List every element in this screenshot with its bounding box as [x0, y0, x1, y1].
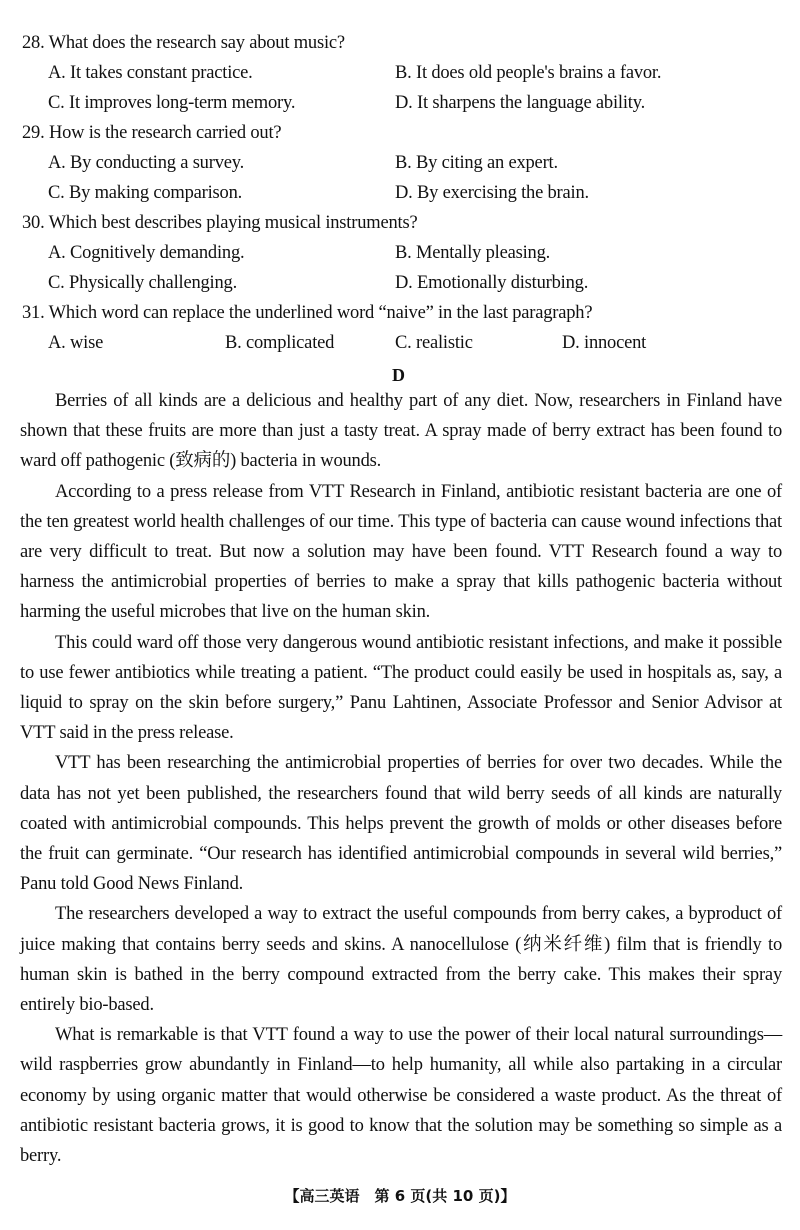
- paragraph-3: This could ward off those very dangerous wound antibiotic resistant infections, and make it possible to use fewer antibiotics while treating a patient. “The product could easily be used in hospitals as, say, a liquid to spray on the skin before surgery,” Panu Lahtinen, Associate Professor and Senior Advisor at VTT said in the press release.: [20, 632, 782, 744]
- question-stem: 29. How is the research carried out?: [22, 123, 282, 143]
- option-c: C. It improves long-term memory.: [48, 93, 296, 113]
- option-d: D. By exercising the brain.: [395, 183, 589, 203]
- page-footer: 【高三英语 第 6 页(共 10 页)】: [284, 1187, 516, 1205]
- reading-passage: [20, 386, 782, 1171]
- options-row: [22, 58, 782, 88]
- option-b: B. It does old people's brains a favor.: [395, 63, 662, 83]
- paragraph-1: Berries of all kinds are a delicious and healthy part of any diet. Now, researchers in Finland have shown that these fruits are more than just a tasty treat. A spray made of berry extract has been found to ward off pathogenic (致病的) bacteria in wounds.: [20, 391, 782, 472]
- options-row: [22, 328, 782, 358]
- option-c: C. realistic: [395, 333, 473, 353]
- options-row: [22, 268, 782, 298]
- question-stem: 28. What does the research say about music?: [22, 33, 345, 53]
- paragraph-2: According to a press release from VTT Research in Finland, antibiotic resistant bacteria are one of the ten greatest world health challenges of our time. This type of bacteria can cause wound infections that are very difficult to treat. But now a solution may have been found. VTT Research found a way to harness the antimicrobial properties of berries to make a spray that kills pathogenic bacteria without harming the useful microbes that live on the human skin.: [20, 481, 782, 623]
- paragraph-6: What is remarkable is that VTT found a way to use the power of their local natural surroundings—wild raspberries grow abundantly in Finland—to help humanity, all while also partaking in a circular economy by using organic matter that would otherwise be considered a waste product. As the threat of antibiotic resistant bacteria grows, it is good to know that the solution may be something so simple as a berry.: [20, 1025, 782, 1167]
- option-d: D. innocent: [562, 333, 647, 353]
- option-b: B. By citing an expert.: [395, 153, 558, 173]
- option-a: A. wise: [48, 333, 104, 353]
- option-d: D. Emotionally disturbing.: [395, 273, 589, 293]
- options-row: [22, 238, 782, 268]
- option-c: C. By making comparison.: [48, 183, 243, 203]
- option-a: A. By conducting a survey.: [48, 153, 245, 173]
- question-29: [22, 118, 782, 208]
- question-stem: 30. Which best describes playing musical instruments?: [22, 213, 418, 233]
- option-b: B. complicated: [225, 333, 335, 353]
- question-31: [22, 298, 782, 358]
- option-a: A. Cognitively demanding.: [48, 243, 245, 263]
- paragraph-5: The researchers developed a way to extract the useful compounds from berry cakes, a byproduct of juice making that contains berry seeds and skins. A nanocellulose (纳米纤维) film that is friendly to human skin is bathed in the berry compound extracted from the berry cake. This makes their spray entirely bio-based.: [20, 904, 782, 1016]
- option-d: D. It sharpens the language ability.: [395, 93, 646, 113]
- option-a: A. It takes constant practice.: [48, 63, 253, 83]
- options-row: [22, 148, 782, 178]
- options-row: [22, 178, 782, 208]
- paragraph-4: VTT has been researching the antimicrobial properties of berries for over two decades. While the data has not yet been published, the researchers found that wild berry seeds of all kinds are naturally coated with antimicrobial compounds. This helps prevent the growth of molds or other diseases before the fruit can germinate. “Our research has identified antimicrobial compounds in several wild berries,” Panu told Good News Finland.: [20, 753, 782, 895]
- option-c: C. Physically challenging.: [48, 273, 238, 293]
- options-row: [22, 88, 782, 118]
- option-b: B. Mentally pleasing.: [395, 243, 551, 263]
- question-30: [22, 208, 782, 298]
- question-28: [22, 28, 782, 118]
- question-stem: 31. Which word can replace the underlined word “naive” in the last paragraph?: [22, 303, 593, 323]
- section-heading: D: [392, 365, 405, 385]
